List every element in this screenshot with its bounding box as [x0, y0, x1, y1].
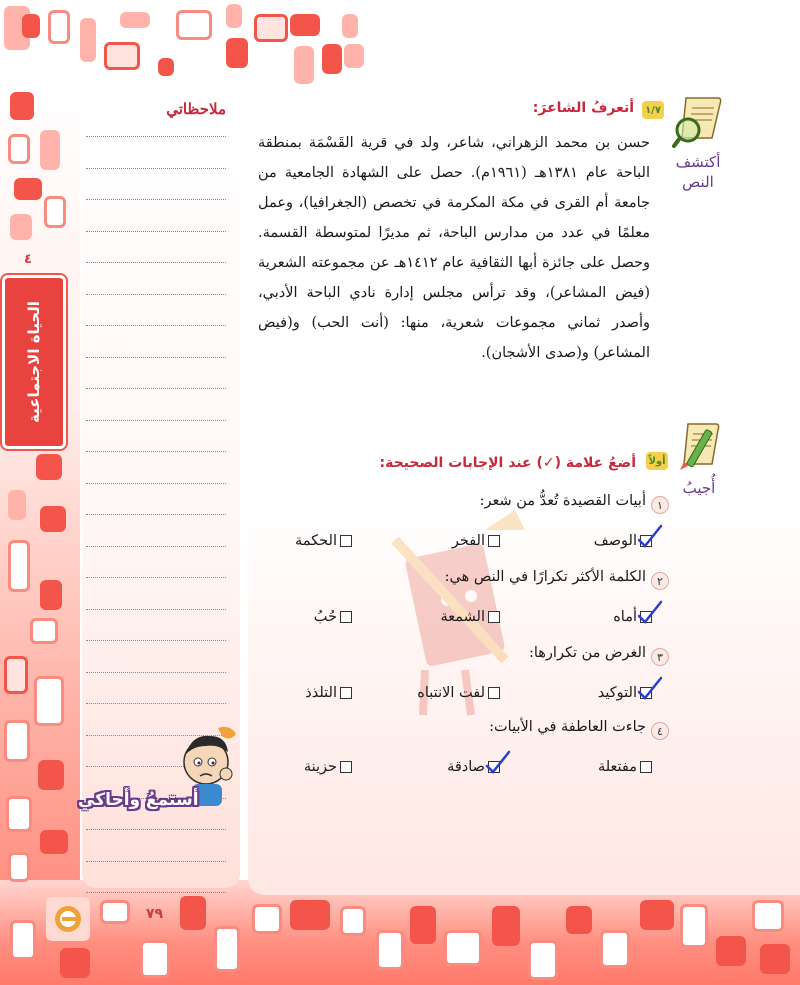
answer-option-label: الفخر — [451, 533, 485, 549]
decor-tile — [226, 38, 248, 68]
answer-option[interactable] — [452, 533, 500, 549]
decor-tile — [104, 42, 140, 70]
note-line[interactable] — [86, 829, 226, 830]
decor-tile — [716, 936, 746, 966]
note-line[interactable] — [86, 892, 226, 893]
checkbox[interactable] — [340, 611, 352, 623]
answer-option[interactable] — [447, 759, 500, 775]
note-line[interactable] — [86, 420, 226, 421]
decor-tile — [214, 926, 240, 972]
decor-tile — [290, 14, 320, 36]
decor-tile — [294, 46, 314, 84]
poet-bio-paragraph: حسن بن محمد الزهراني، شاعر، ولد في قرية القَسْمَة بمنطقة الباحة عام ١٣٨١هـ (١٩٦١م). حصل على الشهادة الجامعية من جامعة أم القرى في مكة المكرمة في تخصص (الجغرافيا)، وعمل معلمًا في عدد من مدارس الباحة، ثم مديرًا لمتوسطة القسمة. وحصل على جائزة أبها الثقافية عام ١٤١٢هـ عن مجموعته الشعرية (فيض المشاعر)، وقد ترأس مجلس إدارة نادي الباحة الأدبي، وأصدر ثماني مجموعات شعرية، منها: (أنت الحب) و(فيض المشاعر) و(صدى الأشجان). — [258, 135, 650, 361]
decor-tile — [100, 900, 130, 924]
decor-tile — [4, 656, 28, 694]
decor-tile — [180, 896, 206, 930]
decor-tile — [410, 906, 436, 944]
answer-option[interactable] — [304, 759, 352, 775]
question-text: الكلمة الأكثر تكرارًا في النص هي: — [444, 569, 646, 585]
note-line[interactable] — [86, 451, 226, 452]
discover-label-line2: النص — [682, 173, 714, 191]
decor-tile — [8, 134, 30, 164]
note-line[interactable] — [86, 294, 226, 295]
unit-number: ٤ — [24, 252, 32, 267]
answer-option-label: أماه — [613, 609, 637, 625]
decor-tile — [492, 906, 520, 946]
answer-option[interactable] — [613, 609, 652, 625]
decor-tile — [80, 18, 96, 62]
checkbox[interactable] — [340, 535, 352, 547]
note-line[interactable] — [86, 577, 226, 578]
decor-tile — [444, 930, 482, 966]
discover-section-label — [672, 152, 724, 192]
decor-tile — [36, 454, 62, 480]
decor-tile — [376, 930, 404, 970]
decor-tile — [40, 580, 62, 610]
question-number: ٣ — [651, 648, 669, 666]
answer-option[interactable] — [417, 685, 500, 701]
answer-option-label: مفتعلة — [597, 759, 637, 775]
decor-tile — [30, 618, 58, 644]
decor-tile — [40, 830, 68, 854]
discover-title: أتعرفُ الشاعرَ: — [532, 100, 634, 116]
question-text: الغرض من تكرارها: — [528, 645, 646, 661]
decor-tile — [140, 940, 170, 978]
decor-tile — [40, 506, 66, 532]
answer-option[interactable] — [314, 609, 352, 625]
decor-tile — [322, 44, 342, 74]
decor-tile — [10, 214, 32, 240]
decor-tile — [14, 178, 42, 200]
decor-tile — [22, 14, 40, 38]
checkbox[interactable] — [340, 761, 352, 773]
discover-label-line1: أكتشف — [675, 153, 721, 171]
decor-tile — [120, 12, 150, 28]
note-line[interactable] — [86, 609, 226, 610]
scroll-pencil-icon — [676, 418, 722, 474]
decor-tile — [4, 720, 30, 762]
answer-option[interactable] — [440, 609, 500, 625]
checkbox[interactable] — [488, 611, 500, 623]
checkbox[interactable] — [640, 535, 652, 547]
notes-title: ملاحظاتي — [166, 100, 226, 118]
decor-tile — [10, 92, 34, 120]
decor-tile — [252, 904, 282, 934]
answer-option-label: لفت الانتباه — [417, 685, 485, 701]
decor-tile — [566, 906, 592, 934]
decor-tile — [290, 900, 330, 930]
answer-option[interactable] — [594, 533, 652, 549]
decor-tile — [254, 14, 288, 42]
decor-tile — [8, 852, 30, 882]
note-line[interactable] — [86, 136, 226, 137]
checkbox[interactable] — [488, 535, 500, 547]
answer-option-label: حزينة — [303, 759, 337, 775]
answer-badge: أولاً — [646, 452, 668, 470]
decor-tile — [176, 10, 212, 40]
publisher-logo — [46, 897, 90, 941]
answer-option-label: الشمعة — [440, 609, 485, 625]
note-line[interactable] — [86, 672, 226, 673]
question-text: أبيات القصيدة تُعدُّ من شعر: — [479, 493, 646, 509]
checkbox[interactable] — [488, 761, 500, 773]
answer-option[interactable] — [295, 533, 352, 549]
unit-side-tab[interactable] — [2, 275, 66, 449]
note-line[interactable] — [86, 483, 226, 484]
answer-option-label: الوصف — [593, 533, 637, 549]
decor-tile — [342, 14, 358, 38]
decor-tile — [6, 796, 32, 832]
checkbox[interactable] — [640, 761, 652, 773]
decor-tile — [340, 906, 366, 936]
note-line[interactable] — [86, 703, 226, 704]
decor-tile — [38, 760, 64, 790]
checkbox[interactable] — [340, 687, 352, 699]
decor-tile — [8, 490, 26, 520]
decor-tile — [226, 4, 242, 28]
note-line[interactable] — [86, 357, 226, 358]
discover-badge: ١/٧ — [642, 101, 664, 119]
scroll-magnifier-icon — [672, 94, 724, 150]
decor-tile — [600, 930, 630, 968]
question-number: ٢ — [651, 572, 669, 590]
note-line[interactable] — [86, 861, 226, 862]
note-line[interactable] — [86, 231, 226, 232]
decor-tile — [34, 676, 64, 726]
decor-tile — [640, 900, 674, 930]
decor-tile — [344, 44, 364, 68]
decor-tile — [48, 10, 70, 44]
decor-tile — [40, 130, 60, 170]
question-text: جاءت العاطفة في الأبيات: — [489, 719, 646, 735]
listen-imitate-label: أستمعُ وأحاكي — [78, 790, 199, 810]
unit-side-tab-label: الحياة الاجتماعية — [25, 301, 43, 423]
decor-tile — [752, 900, 784, 932]
note-line[interactable] — [86, 199, 226, 200]
decor-tile — [60, 948, 90, 978]
decor-tile — [680, 904, 708, 948]
checkbox[interactable] — [640, 611, 652, 623]
decor-tile — [760, 944, 790, 974]
question-number: ٤ — [651, 722, 669, 740]
question-number: ١ — [651, 496, 669, 514]
note-line[interactable] — [86, 640, 226, 641]
note-line[interactable] — [86, 262, 226, 263]
note-line[interactable] — [86, 514, 226, 515]
answer-option[interactable] — [305, 685, 352, 701]
logo-icon — [53, 904, 83, 934]
decor-tile — [8, 540, 30, 592]
answer-option-label: التوكيد — [597, 685, 637, 701]
answer-option-label: صادقة — [447, 759, 485, 775]
note-line[interactable] — [86, 325, 226, 326]
checkbox[interactable] — [640, 687, 652, 699]
note-line[interactable] — [86, 388, 226, 389]
page-number: ٧٩ — [146, 906, 164, 922]
answer-section-label: أُجيبُ — [682, 479, 716, 497]
checkbox[interactable] — [488, 687, 500, 699]
note-line[interactable] — [86, 168, 226, 169]
decor-tile — [44, 196, 66, 228]
decor-tile — [10, 920, 36, 960]
answer-option[interactable] — [598, 685, 652, 701]
decor-tile — [528, 940, 558, 980]
answer-title: أضعُ علامة (✓) عند الإجابات الصحيحة: — [379, 455, 636, 471]
decor-tile — [158, 58, 174, 76]
answer-option-label: التلذذ — [305, 685, 337, 701]
answer-option[interactable] — [598, 759, 652, 775]
note-line[interactable] — [86, 546, 226, 547]
answer-option-label: حُبُ — [313, 609, 337, 625]
answer-option-label: الحكمة — [295, 533, 337, 549]
